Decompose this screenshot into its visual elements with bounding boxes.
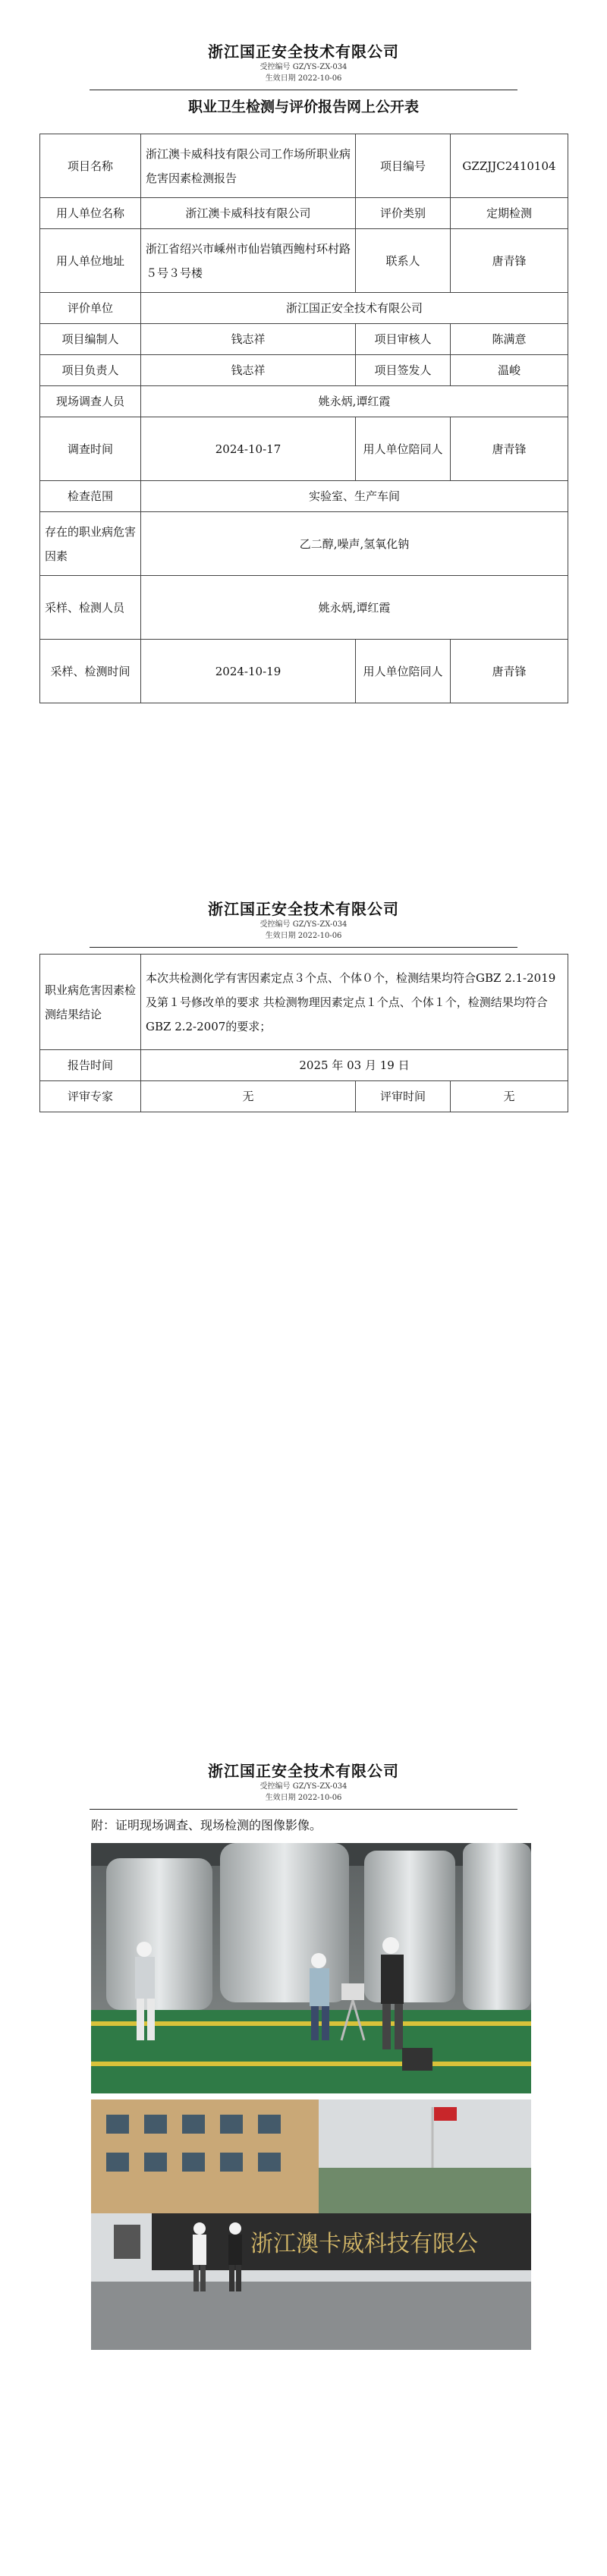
scope-label: 检查范围 [40, 481, 141, 512]
effective-date: 生效日期 2022-10-06 [265, 74, 342, 83]
header-rule [90, 947, 517, 948]
company-gate-photo [91, 2099, 531, 2350]
evaluator-label: 评价单位 [40, 293, 141, 324]
employer-address: 浙江省绍兴市嵊州市仙岩镇西鲍村环村路５号３号楼 [141, 229, 356, 293]
reviewer-label: 项目审核人 [356, 324, 451, 355]
samplers-label: 采样、检测人员 [40, 576, 141, 640]
evaluator: 浙江国正安全技术有限公司 [141, 293, 568, 324]
workshop-scene-image [91, 1843, 531, 2093]
issuer: 温峻 [451, 355, 568, 386]
samplers: 姚永炳,谭红霞 [141, 576, 568, 640]
document-title: 职业卫生检测与评价报告网上公开表 [187, 99, 419, 115]
compiler: 钱志祥 [141, 324, 356, 355]
employer-name-label: 用人单位名称 [40, 198, 141, 229]
company-name: 浙江国正安全技术有限公司 [208, 900, 399, 918]
effective-date: 生效日期 2022-10-06 [265, 932, 342, 940]
project-no: GZZJJC2410104 [451, 134, 568, 198]
eval-type-label: 评价类别 [356, 198, 451, 229]
hazards-label: 存在的职业病危害因素 [40, 512, 141, 576]
conclusion: 本次共检测化学有害因素定点３个点、个体０个，检测结果均符合GBZ 2.1-2019及第１号修改单的要求 共检测物理因素定点１个点、个体１个，检测结果均符合GBZ 2.2-2007的要求； [141, 955, 568, 1050]
page1-header [0, 39, 607, 84]
gate-scene-image [91, 2099, 531, 2350]
project-name: 浙江澳卡威科技有限公司工作场所职业病危害因素检测报告 [141, 134, 356, 198]
compiler-label: 项目编制人 [40, 324, 141, 355]
report-time: 2025 年 03 月 19 日 [141, 1050, 568, 1081]
expert-label: 评审专家 [40, 1081, 141, 1112]
issuer-label: 项目签发人 [356, 355, 451, 386]
expert: 无 [141, 1081, 356, 1112]
conclusion-label: 职业病危害因素检测结果结论 [40, 955, 141, 1050]
eval-type: 定期检测 [451, 198, 568, 229]
page3-header [0, 1759, 607, 1804]
sample-time-label: 采样、检测时间 [40, 640, 141, 703]
project-name-label: 项目名称 [40, 134, 141, 198]
conclusion-table [39, 954, 568, 1112]
reviewer: 陈满意 [451, 324, 568, 355]
hazards: 乙二醇,噪声,氢氧化钠 [141, 512, 568, 576]
surveyors: 姚永炳,谭红霞 [141, 386, 568, 417]
surveyors-label: 现场调查人员 [40, 386, 141, 417]
company-name: 浙江国正安全技术有限公司 [208, 1762, 399, 1780]
escort2-label: 用人单位陪同人 [356, 640, 451, 703]
review-time: 无 [451, 1081, 568, 1112]
report-time-label: 报告时间 [40, 1050, 141, 1081]
escort1-label: 用人单位陪同人 [356, 417, 451, 481]
header-rule [90, 1809, 517, 1810]
project-no-label: 项目编号 [356, 134, 451, 198]
leader-label: 项目负责人 [40, 355, 141, 386]
employer-name: 浙江澳卡威科技有限公司 [141, 198, 356, 229]
scope: 实验室、生产车间 [141, 481, 568, 512]
attachment-title: 附：证明现场调查、现场检测的图像影像。 [91, 1818, 322, 1832]
company-sign-text: 浙江澳卡威科技有限公 [250, 2231, 478, 2257]
survey-time: 2024-10-17 [141, 417, 356, 481]
page2-header [0, 897, 607, 942]
disclosure-table [39, 134, 568, 703]
workshop-photo [91, 1843, 531, 2093]
review-time-label: 评审时间 [356, 1081, 451, 1112]
control-number: 受控编号 GZ/YS-ZX-034 [259, 63, 348, 71]
effective-date: 生效日期 2022-10-06 [265, 1794, 342, 1802]
leader: 钱志祥 [141, 355, 356, 386]
company-name: 浙江国正安全技术有限公司 [208, 42, 399, 61]
escort2: 唐青锋 [451, 640, 568, 703]
control-number: 受控编号 GZ/YS-ZX-034 [259, 1782, 348, 1791]
control-number: 受控编号 GZ/YS-ZX-034 [259, 920, 348, 929]
contact-label: 联系人 [356, 229, 451, 293]
escort1: 唐青锋 [451, 417, 568, 481]
survey-time-label: 调查时间 [40, 417, 141, 481]
employer-address-label: 用人单位地址 [40, 229, 141, 293]
contact: 唐青锋 [451, 229, 568, 293]
sample-time: 2024-10-19 [141, 640, 356, 703]
